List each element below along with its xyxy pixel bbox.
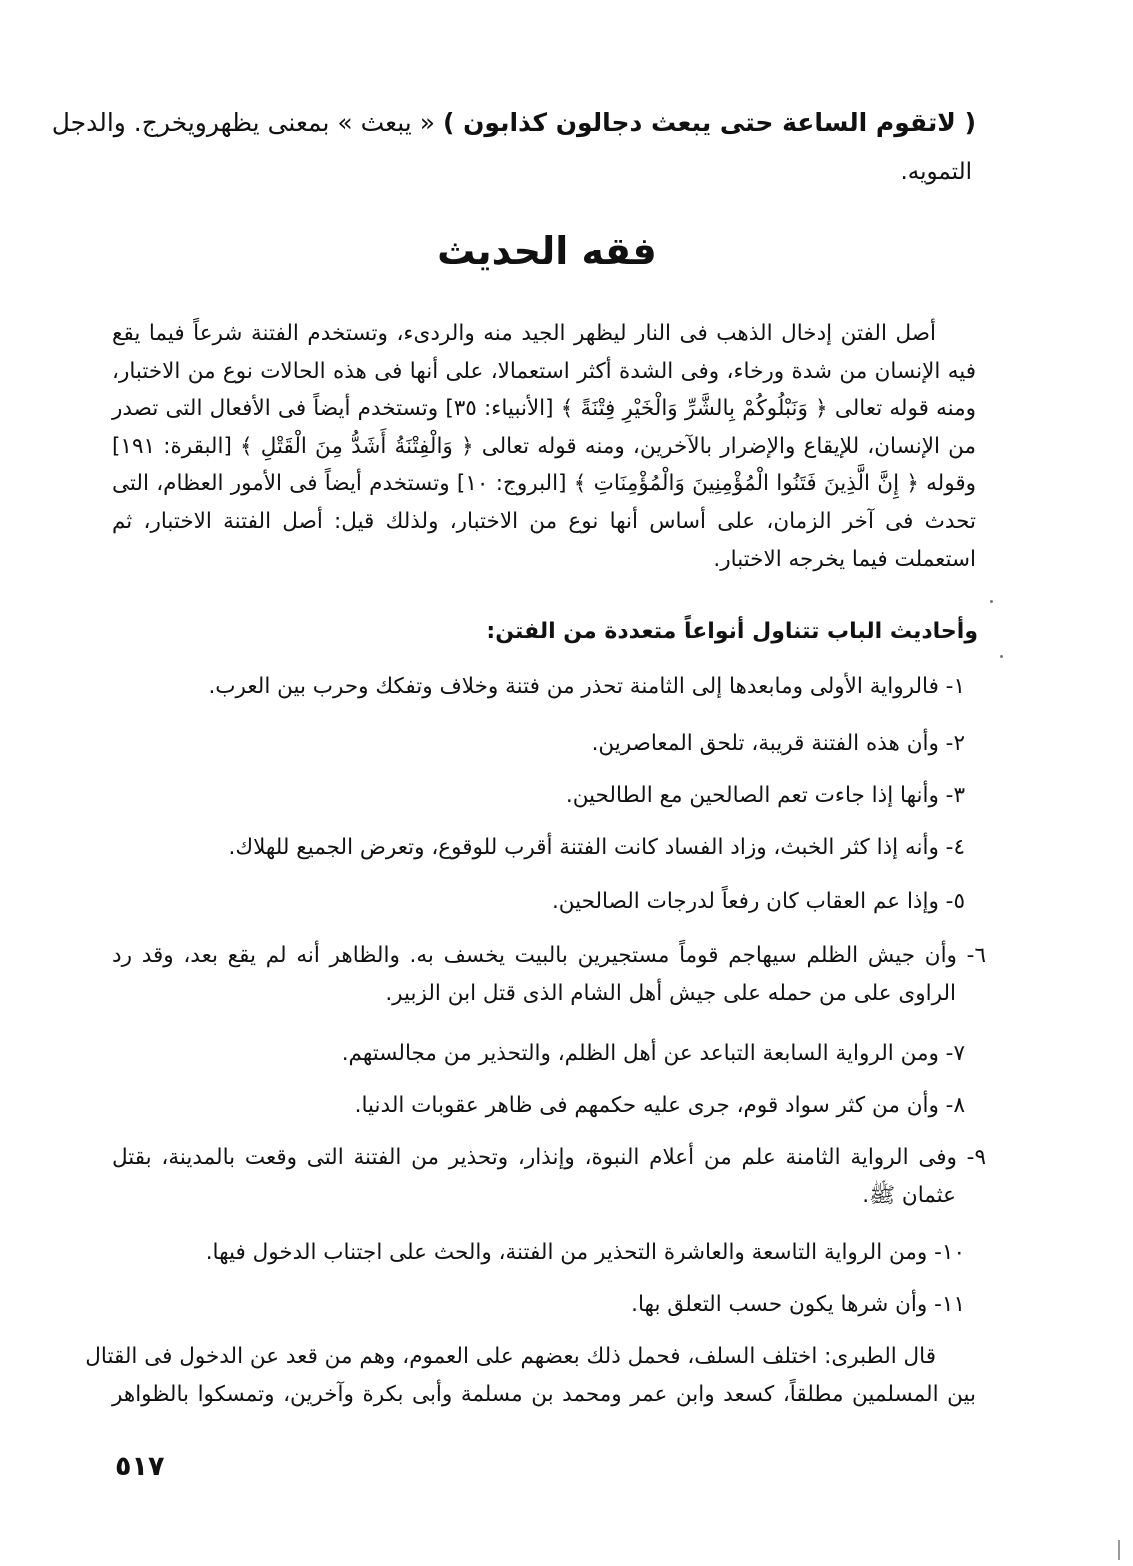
paragraph-line: وقوله ﴿ إِنَّ الَّذِينَ فَتَنُوا الْمُؤْمِنِينَ وَالْمُؤْمِنَاتِ ﴾ [البروج: ١٠] وتستخدم أيضاً فى الأمور العظام، التى (112, 471, 977, 497)
intro-line-1 (51, 103, 976, 143)
paragraph-line: ومنه قوله تعالى ﴿ وَنَبْلُوكُمْ بِالشَّرِّ وَالْخَيْرِ فِتْنَةً ﴾ [الأنبياء: ٣٥] وتستخدم أيضاً فى الأفعال التى تصدر (112, 396, 976, 422)
scan-speck (1000, 655, 1003, 658)
list-item: ٨- وأن من كثر سواد قوم، جرى عليه حكمهم فى ظاهر عقوبات الدنيا. (354, 1093, 965, 1118)
page-number: ٥١٧ (115, 1451, 165, 1482)
list-item: ١- فالرواية الأولى ومابعدها إلى الثامنة تحذر من فتنة وخلاف وتفكك وحرب بين العرب. (208, 674, 965, 699)
paragraph-line: من الإنسان، للإيقاع والإضرار بالآخرين، ومنه قوله تعالى ﴿ وَالْفِتْنَةُ أَشَدُّ مِنَ الْقَتْلِ ﴾ [البقرة: ١٩١] (112, 433, 976, 459)
list-item: ٢- وأن هذه الفتنة قريبة، تلحق المعاصرين. (591, 731, 965, 756)
list-item: ٧- ومن الرواية السابعة التباعد عن أهل الظلم، والتحذير من مجالستهم. (341, 1041, 965, 1066)
hadith-quote: ( لاتقوم الساعة حتى يبعث دجالون كذابون ) (442, 108, 976, 137)
scan-speck (990, 600, 993, 603)
list-item-line: ٩- وفى الرواية الثامنة علم من أعلام النبوة، وإنذار، وتحذير من الفتنة التى وقعت بالمدينة، بقتل (112, 1145, 986, 1170)
list-item: ٣- وأنها إذا جاءت تعم الصالحين مع الطالحين. (565, 783, 965, 808)
list-item-6 (112, 937, 986, 1013)
paragraph-line: قال الطبرى: اختلف السلف، فحمل ذلك بعضهم على العموم، وهم من قعد عن الدخول فى القتال (85, 1344, 936, 1369)
final-paragraph (85, 1338, 976, 1413)
page-title: فقه الحديث (437, 229, 657, 273)
list-item: ١١- وأن شرها يكون حسب التعلق بها. (631, 1292, 965, 1317)
intro-explanation: « يبعث » بمعنى يظهرويخرج. والدجل (51, 108, 435, 137)
paragraph-line: فيه الإنسان من شدة ورخاء، وفى الشدة أكثر استعمالا، على أنها فى هذه الحالات نوع من الاختبار، (112, 358, 976, 384)
list-item: ١٠- ومن الرواية التاسعة والعاشرة التحذير من الفتنة، والحث على اجتناب الدخول فيها. (205, 1240, 965, 1265)
list-item: ٥- وإذا عم العقاب كان رفعاً لدرجات الصالحين. (551, 889, 965, 914)
paragraph-line: بين المسلمين مطلقاً، كسعد وابن عمر ومحمد بن مسلمة وأبى بكرة وآخرين، وتمسكوا بالظواهر (112, 1381, 976, 1407)
list-item-9 (112, 1139, 986, 1215)
paragraph-1 (112, 315, 976, 578)
intro-line-2: التمويه. (900, 159, 972, 185)
paragraph-line: أصل الفتن إدخال الذهب فى النار ليظهر الجيد منه والردىء، وتستخدم الفتنة شرعاً فيما يقع (112, 321, 936, 346)
scan-edge-mark (1118, 1540, 1120, 1560)
paragraph-line: تحدث فى آخر الزمان، على أساس أنها نوع من الاختبار، ولذلك قيل: أصل الفتنة الاختبار، ثم (112, 508, 976, 534)
section-heading: وأحاديث الباب تتناول أنواعاً متعددة من الفتن: (486, 619, 978, 644)
list-item-line: عثمان ﷺ. (862, 1183, 956, 1208)
list-item-line: ٦- وأن جيش الظلم سيهاجم قوماً مستجيرين بالبيت يخسف به. والظاهر أنه لم يقع بعد، وقد رد (112, 943, 986, 968)
list-item-line: الراوى على من حمله على جيش أهل الشام الذى قتل ابن الزبير. (385, 981, 956, 1006)
list-item: ٤- وأنه إذا كثر الخبث، وزاد الفساد كانت الفتنة أقرب للوقوع، وتعرض الجميع للهلاك. (228, 835, 965, 860)
paragraph-line: استعملت فيما يخرجه الاختبار. (713, 546, 976, 572)
